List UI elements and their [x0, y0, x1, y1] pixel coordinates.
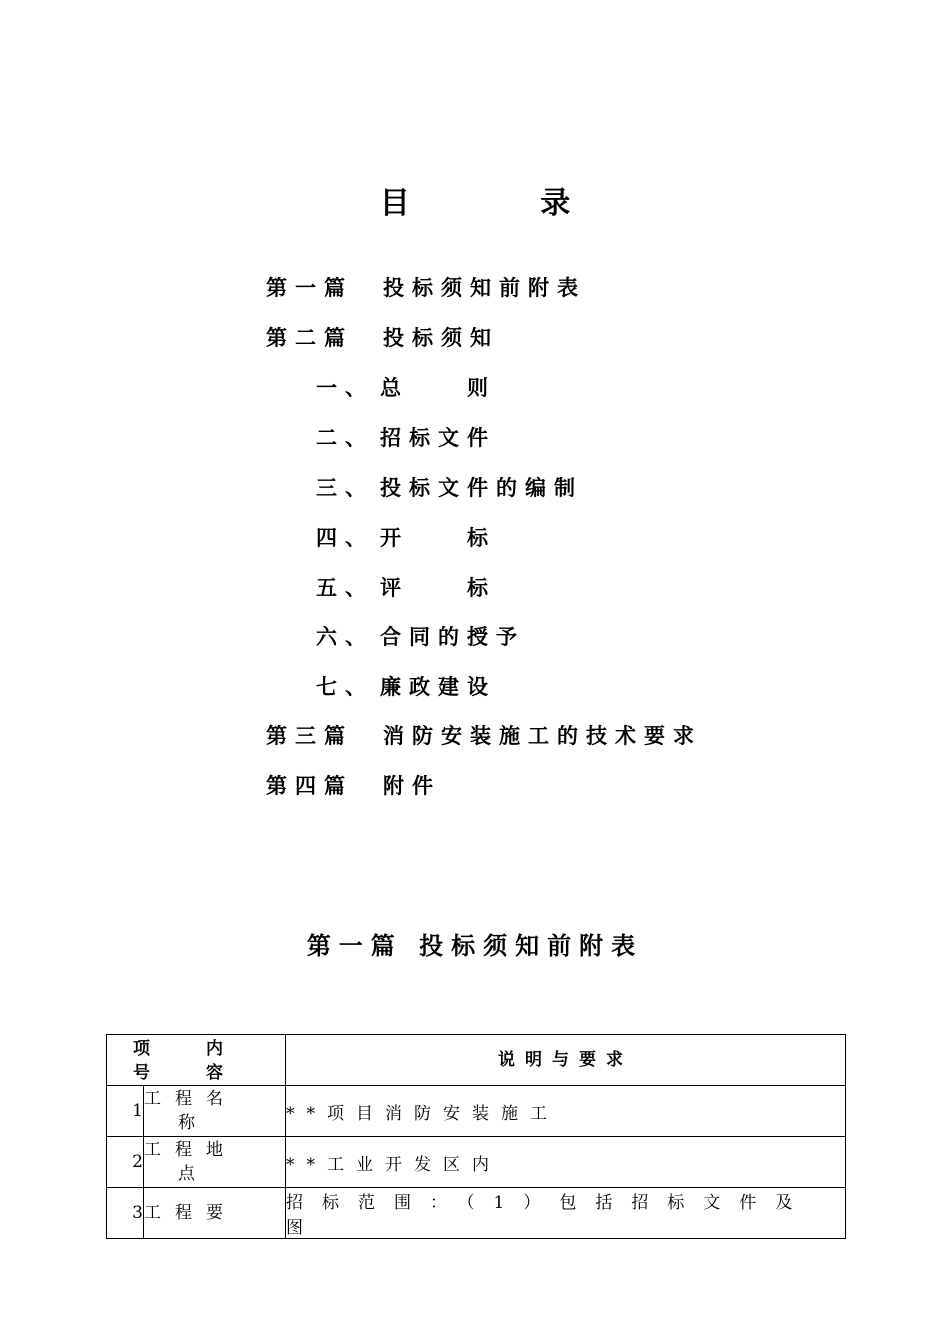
page-title: 目 录 [379, 186, 631, 221]
header-content-line2: 容 [206, 1063, 223, 1083]
table-row [107, 1188, 846, 1239]
table-row [107, 1086, 846, 1137]
toc-sub-number: 七、 [316, 674, 374, 699]
toc-subitem [316, 422, 496, 452]
toc-part: 第四篇 [266, 773, 353, 798]
row-description: 招标范围：（1）包括招标文件及图 [286, 1188, 846, 1239]
front-attachment-table [106, 1034, 846, 1239]
toc-text: 招标文件 [380, 425, 496, 450]
toc-text: 消防安装施工的技术要求 [383, 723, 702, 748]
toc-subitem [316, 522, 496, 552]
toc-sub-number: 五、 [316, 575, 374, 600]
row-number: 1 [107, 1086, 144, 1137]
header-num-content [107, 1035, 286, 1086]
toc-text: 开 标 [380, 525, 496, 550]
toc-sub-number: 四、 [316, 525, 374, 550]
row-content-line1: 工程名 [144, 1089, 237, 1109]
row-content-line2: 点 [178, 1164, 209, 1184]
row-content-line2: 称 [178, 1113, 209, 1133]
row-content-line1: 工程地 [144, 1140, 237, 1160]
header-num-line1: 项 [133, 1039, 150, 1059]
toc-subitem [316, 472, 583, 502]
header-num-line2: 号 [133, 1063, 150, 1083]
toc-text: 附件 [383, 773, 441, 798]
toc-text: 投标须知 [383, 325, 499, 350]
toc-subitem [316, 572, 496, 602]
toc-text: 评 标 [380, 575, 496, 600]
toc-subitem [316, 671, 496, 701]
table-row [107, 1137, 846, 1188]
toc-text: 合同的授予 [380, 624, 525, 649]
section-title: 第一篇 投标须知前附表 [306, 931, 644, 960]
row-content [144, 1086, 286, 1137]
row-content [144, 1188, 286, 1239]
toc-part: 第三篇 [266, 723, 353, 748]
header-content-line1: 内 [206, 1039, 223, 1059]
row-number: 2 [107, 1137, 144, 1188]
toc-text: 投标须知前附表 [383, 275, 586, 300]
toc-item [266, 322, 499, 352]
toc-part: 第二篇 [266, 325, 353, 350]
toc-item [266, 272, 586, 302]
row-content [144, 1137, 286, 1188]
toc-sub-number: 一、 [316, 375, 374, 400]
toc-part: 第一篇 [266, 275, 353, 300]
toc-subitem [316, 621, 525, 651]
toc-sub-number: 六、 [316, 624, 374, 649]
toc-text: 总 则 [380, 375, 496, 400]
table-header-row [107, 1035, 846, 1086]
toc-item [266, 770, 441, 800]
toc-subitem [316, 372, 496, 402]
toc-sub-number: 二、 [316, 425, 374, 450]
toc-sub-number: 三、 [316, 475, 374, 500]
toc-item [266, 720, 702, 750]
toc-text: 投标文件的编制 [380, 475, 583, 500]
row-number: 3 [107, 1188, 144, 1239]
header-description: 说明与要求 [286, 1035, 846, 1086]
toc-text: 廉政建设 [380, 674, 496, 699]
row-content-line1: 工程要 [144, 1203, 237, 1223]
row-description: **项目消防安装施工 [286, 1086, 846, 1137]
row-description: **工业开发区内 [286, 1137, 846, 1188]
